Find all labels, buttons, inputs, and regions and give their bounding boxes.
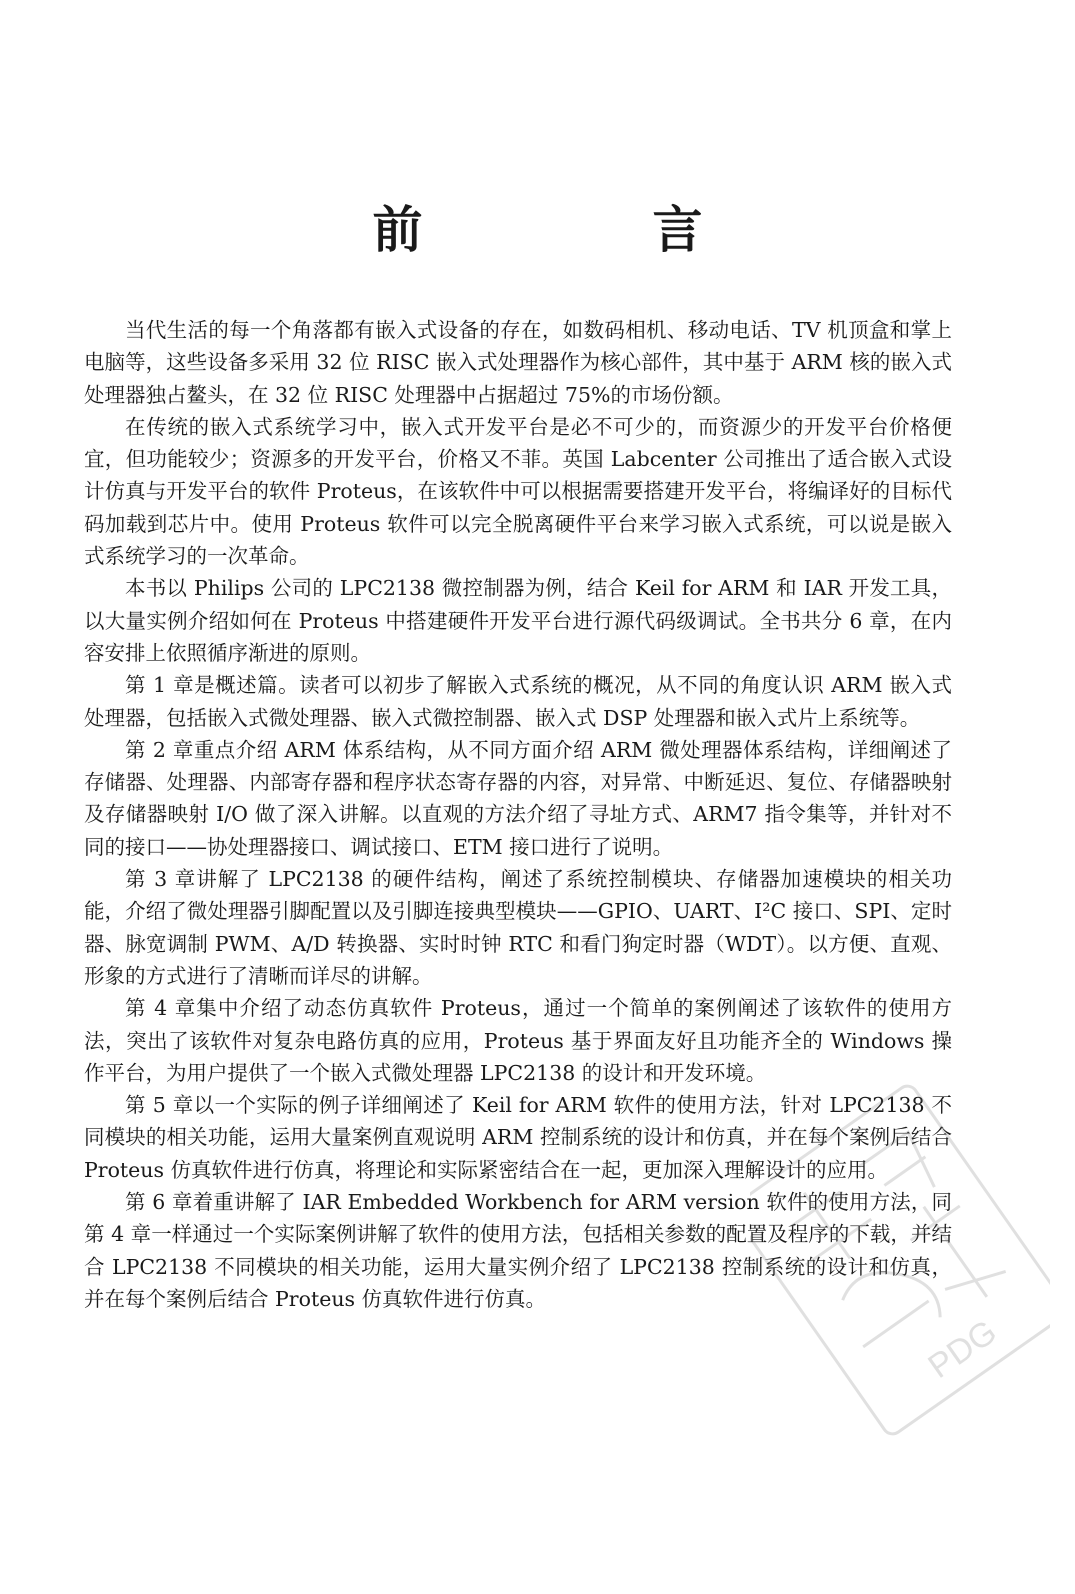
body-text bbox=[84, 314, 952, 1315]
paragraph-9: 第 6 章着重讲解了 IAR Embedded Workbench for ARM version 软件的使用方法，同第 4 章一样通过一个实际案例讲解了软件的使用方法，包括相关参数的配置及程序的下载，并结合 LPC2138 不同模块的相关功能，运用大量实例介绍了 LPC2138 控制系统的设计和仿真，并在每个案例后结合 Proteus 仿真软件进行仿真。 bbox=[84, 1190, 952, 1311]
paragraph-3: 本书以 Philips 公司的 LPC2138 微控制器为例，结合 Keil for ARM 和 IAR 开发工具，以大量实例介绍如何在 Proteus 中搭建硬件开发平台进行源代码级调试。全书共分 6 章，在内容安排上依照循序渐进的原则。 bbox=[84, 576, 952, 665]
paragraph-4: 第 1 章是概述篇。读者可以初步了解嵌入式系统的概况，从不同的角度认识 ARM 嵌入式处理器，包括嵌入式微处理器、嵌入式微控制器、嵌入式 DSP 处理器和嵌入式片上系统等。 bbox=[84, 673, 952, 730]
paragraph-1: 当代生活的每一个角落都有嵌入式设备的存在，如数码相机、移动电话、TV 机顶盒和掌上电脑等，这些设备多采用 32 位 RISC 嵌入式处理器作为核心部件，其中基于 ARM 核的嵌入式处理器独占鳌头，在 32 位 RISC 处理器中占据超过 75%的市场份额。 bbox=[84, 318, 952, 407]
page-title: 前 言 bbox=[372, 200, 793, 259]
paragraph-7: 第 4 章集中介绍了动态仿真软件 Proteus，通过一个简单的案例阐述了该软件的使用方法，突出了该软件对复杂电路仿真的应用，Proteus 基于界面友好且功能齐全的 Windows 操作平台，为用户提供了一个嵌入式微处理器 LPC2138 的设计和开发环境。 bbox=[84, 996, 952, 1085]
paragraph-6: 第 3 章讲解了 LPC2138 的硬件结构，阐述了系统控制模块、存储器加速模块的相关功能，介绍了微处理器引脚配置以及引脚连接典型模块——GPIO、UART、I²C 接口、SPI、定时器、脉宽调制 PWM、A/D 转换器、实时时钟 RTC 和看门狗定时器（WDT）。以方便、直观、形象的方式进行了清晰而详尽的讲解。 bbox=[84, 867, 952, 988]
paragraph-8: 第 5 章以一个实际的例子详细阐述了 Keil for ARM 软件的使用方法，针对 LPC2138 不同模块的相关功能，运用大量案例直观说明 ARM 控制系统的设计和仿真，并在每个案例后结合 Proteus 仿真软件进行仿真，将理论和实际紧密结合在一起，更加深入理解设计的应用。 bbox=[84, 1093, 952, 1182]
watermark-text: PDG bbox=[921, 1312, 1004, 1386]
paragraph-2: 在传统的嵌入式系统学习中，嵌入式开发平台是必不可少的，而资源少的开发平台价格便宜，但功能较少；资源多的开发平台，价格又不菲。英国 Labcenter 公司推出了适合嵌入式设计仿真与开发平台的软件 Proteus，在该软件中可以根据需要搭建开发平台，将编译好的目标代码加载到芯片中。使用 Proteus 软件可以完全脱离硬件平台来学习嵌入式系统，可以说是嵌入式系统学习的一次革命。 bbox=[84, 414, 952, 569]
paragraph-5: 第 2 章重点介绍 ARM 体系结构，从不同方面介绍 ARM 微处理器体系结构，详细阐述了存储器、处理器、内部寄存器和程序状态寄存器的内容，对异常、中断延迟、复位、存储器映射及存储器映射 I/O 做了深入讲解。以直观的方法介绍了寻址方式、ARM7 指令集等，并针对不同的接口——协处理器接口、调试接口、ETM 接口进行了说明。 bbox=[84, 737, 952, 859]
